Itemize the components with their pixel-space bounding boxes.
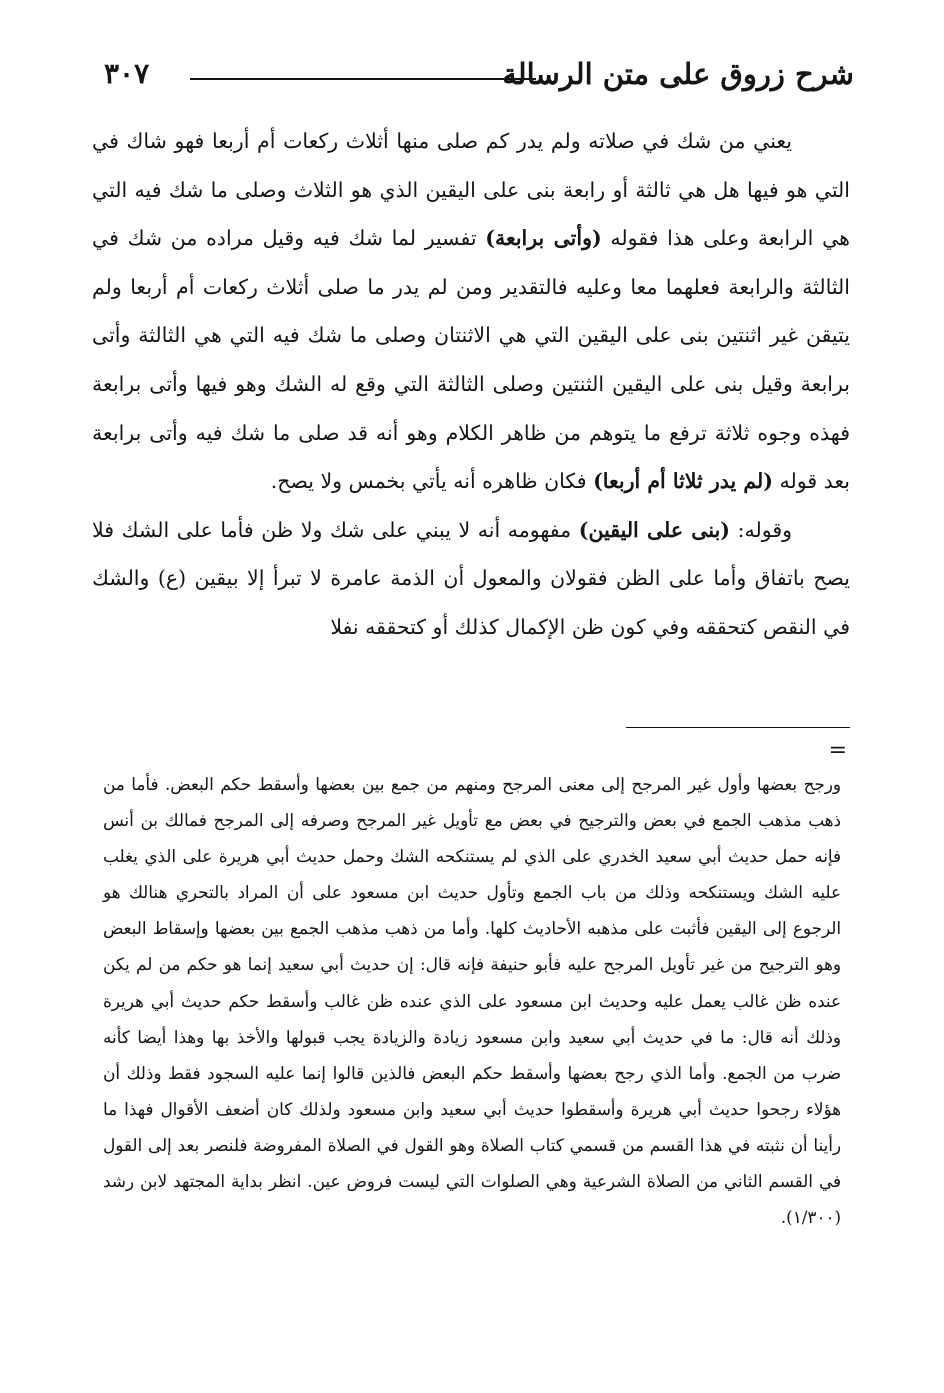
quoted-phrase-bana-ala-alyaqin: (بنى على اليقين) <box>578 517 730 542</box>
paragraph-1-text-a: يعني من شك في صلاته ولم يدر كم صلى منها أثلاث ركعات أم أربعا فهو شاك في التي هو فيها هل هي ثالثة أو رابعة بنى على اليقين الذي هو الثلاث وصلى ما شك فيه التي هي الرابعة وعلى هذا فقوله <box>92 129 850 251</box>
paragraph-2-text-a: وقوله: <box>729 517 793 542</box>
paragraph-2-text-b: مفهومه أنه لا يبني على شك ولا ظن فأما على الشك فلا يصح باتفاق وأما على الظن فقولان والمعول أن الذمة عامرة لا تبرأ إلا بيقين (ع) والشك في النقص كتحققه وفي كون ظن الإكمال كذلك أو كتحققه نفلا <box>92 517 850 639</box>
header-rule <box>190 78 536 80</box>
footnote-continuation-mark: = <box>828 738 847 763</box>
paragraph-1-text-c: فكان ظاهره أنه يأتي بخمس ولا يصح. <box>270 469 594 494</box>
main-paragraph-1 <box>92 117 850 506</box>
footnote-paragraph: ورجح بعضها وأول غير المرجح إلى معنى المرجح ومنهم من جمع بين بعضها وأسقط حكم البعض. فأما من ذهب مذهب الجمع في بعض والترجيح في بعض مع تأويل غير المرجح وصرفه إلى المرجح فمالك بن أنس فإنه حمل حديث أبي سعيد الخدري على الذي لم يستنكحه الشك وحمل حديث أبي هريرة على الذي يغلب عليه الشك ويستنكحه وذلك من باب الجمع وتأول حديث ابن مسعود على أن المراد بالتحري هنالك هو الرجوع إلى اليقين فأثبت على مذهبه الأحاديث كلها. وأما من ذهب مذهب الجمع بين بعضها وإسقاط البعض وهو الترجيح من غير تأويل المرجح عليه فأبو حنيفة فإنه قال: إن حديث أبي سعيد إنما هو حكم من لم يكن عنده ظن غالب يعمل عليه وحديث ابن مسعود على الذي عنده ظن غالب وأسقط حكم حديث أبي هريرة وذلك أنه قال: ما في حديث أبي سعيد وابن مسعود زيادة والزيادة يجب قبولها والأخذ بها وهذا أيضا كأنه ضرب من الجمع. وأما الذي رجح بعضها وأسقط حكم البعض فالذين قالوا إنما عليه السجود فقط وذلك أن هؤلاء رجحوا حديث أبي هريرة وأسقطوا حديث أبي سعيد وابن مسعود ولذلك كان أضعف الأقوال فهذا ما رأينا أن نثبته في هذا القسم من قسمي كتاب الصلاة وهو القول في الصلاة المفروضة فلنصر بعد إلى القول في القسم الثاني من الصلاة الشرعية وهي الصلوات التي ليست فروض عين. انظر بداية المجتهد لابن رشد (١/٣٠٠). <box>103 774 841 1228</box>
quoted-phrase-wa-ata-birabia: (وأتى برابعة) <box>485 226 602 251</box>
running-title: شرح زروق على متن الرسالة <box>502 57 854 91</box>
page-header <box>104 52 854 98</box>
main-paragraph-2 <box>92 506 850 652</box>
paragraph-1-text-b: تفسير لما شك فيه وقيل مراده من شك في الثالثة والرابعة فعلهما معا وعليه فالتقدير ومن لم يدر ما صلى أثلاث ركعات أم أربعا ولم يتيقن غير اثنتين بنى على اليقين التي هي الاثنتان وصلى ما شك فيه التي هي الثالثة وأتى برابعة وقيل بنى على اليقين الثنتين وصلى الثالثة التي وقع له الشك وهو فيها وأتى برابعة فهذه وجوه ثلاثة ترفع ما يتوهم من ظاهر الكلام وهو أنه قد صلى ما شك فيه وأتى برابعة بعد قوله <box>92 226 850 494</box>
footnote-separator <box>626 727 850 728</box>
quoted-phrase-lam-yadri: (لم يدر ثلاثا أم أربعا) <box>593 469 773 494</box>
main-text <box>92 117 850 652</box>
footnote <box>103 766 841 1235</box>
page-number: ٣٠٧ <box>104 57 150 90</box>
